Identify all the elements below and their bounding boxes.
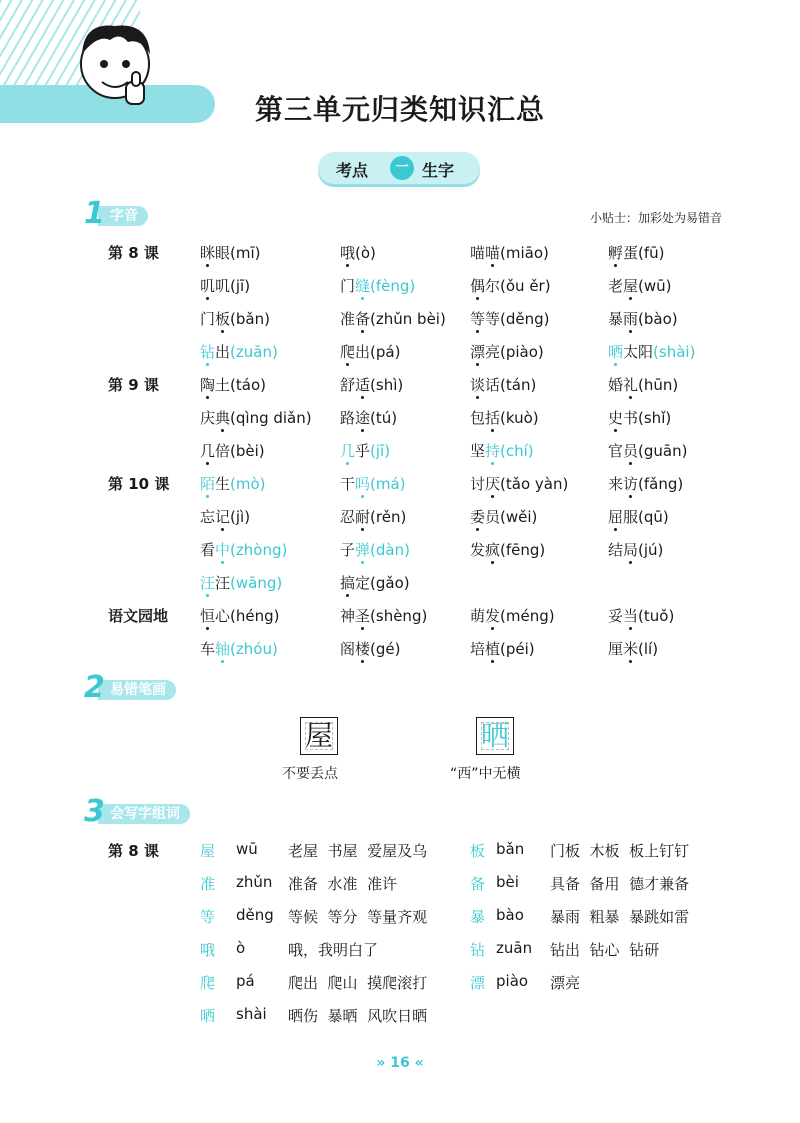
entry-dotted-char: 叽 bbox=[200, 277, 216, 295]
zi-yin-entry bbox=[340, 440, 390, 461]
entry-text: 土(táo) bbox=[215, 376, 266, 394]
entry-pinyin-highlight: (chí) bbox=[500, 442, 534, 460]
entry-text: (hūn) bbox=[638, 376, 679, 394]
entry-dotted-char: 米 bbox=[623, 640, 639, 658]
entry-dotted-char: 访 bbox=[623, 475, 639, 493]
word-phrases: 老屋 书屋 爱屋及乌 bbox=[288, 842, 428, 860]
entry-text: 干 bbox=[340, 475, 356, 493]
zi-yin-entry bbox=[200, 308, 270, 329]
entry-dotted-char: 板 bbox=[215, 310, 231, 328]
zi-yin-entry bbox=[470, 440, 534, 461]
zi-yin-entry bbox=[470, 473, 568, 494]
section-number: 1 bbox=[84, 196, 105, 231]
entry-text: 厘 bbox=[608, 640, 624, 658]
entry-dotted-char: 轴 bbox=[215, 640, 231, 658]
zi-yin-entry bbox=[608, 638, 658, 659]
entry-text: 车 bbox=[200, 640, 216, 658]
entry-text: 忘 bbox=[200, 508, 216, 526]
entry-text: 婚 bbox=[608, 376, 624, 394]
entry-pinyin-highlight: (má) bbox=[370, 475, 406, 493]
entry-dotted-char: 屈 bbox=[608, 508, 624, 526]
entry-text: 忍 bbox=[340, 508, 356, 526]
zi-yin-entry bbox=[200, 275, 250, 296]
entry-pinyin-highlight: (wāng) bbox=[230, 574, 283, 592]
word-char: 暴 bbox=[470, 908, 486, 926]
word-pinyin: shài bbox=[236, 1005, 267, 1023]
zi-yin-entry bbox=[470, 308, 550, 329]
entry-text: (fǎng) bbox=[638, 475, 684, 493]
zi-yin-entry bbox=[608, 473, 683, 494]
entry-text: 倍(bèi) bbox=[215, 442, 265, 460]
entry-text: (tǎo yàn) bbox=[500, 475, 569, 493]
entry-dotted-char: 雨 bbox=[623, 310, 639, 328]
zi-yin-entry bbox=[200, 539, 287, 560]
entry-text: 蛋(fū) bbox=[623, 244, 665, 262]
page-number bbox=[372, 1055, 428, 1077]
entry-dotted-char: 爬 bbox=[340, 343, 356, 361]
zi-yin-entry bbox=[340, 539, 410, 560]
entry-text: 书(shǐ) bbox=[623, 409, 672, 427]
entry-text: 老 bbox=[608, 277, 624, 295]
zi-yin-entry bbox=[340, 506, 406, 527]
zi-yin-entry bbox=[470, 374, 536, 395]
zi-yin-entry bbox=[470, 506, 537, 527]
zi-yin-entry bbox=[200, 473, 266, 494]
entry-dotted-char: 局 bbox=[623, 541, 639, 559]
entry-dotted-char: 中 bbox=[215, 541, 231, 559]
entry-dotted-char: 屋 bbox=[623, 277, 639, 295]
entry-dotted-char: 史 bbox=[608, 409, 624, 427]
zi-yin-entry bbox=[340, 341, 400, 362]
word-phrases: 钻出 钻心 钻研 bbox=[550, 941, 660, 959]
entry-text: 汪 bbox=[215, 574, 231, 592]
section-number: 3 bbox=[84, 794, 105, 829]
word-phrases: 准备 水准 准许 bbox=[288, 875, 398, 893]
entry-dotted-char: 植 bbox=[485, 640, 501, 658]
lesson-label: 语文园地 bbox=[108, 607, 169, 625]
section-title: 字音 bbox=[98, 206, 148, 226]
kaodian-badge bbox=[318, 152, 480, 188]
word-phrases: 等候 等分 等量齐观 bbox=[288, 908, 428, 926]
zi-yin-entry bbox=[340, 572, 410, 593]
entry-text: 生 bbox=[215, 475, 231, 493]
zi-yin-entry bbox=[200, 242, 261, 263]
entry-text: 心(héng) bbox=[215, 607, 280, 625]
zi-yin-entry bbox=[200, 341, 278, 362]
stroke-char: 晒 bbox=[480, 719, 509, 752]
section-number: 2 bbox=[84, 670, 105, 705]
zi-yin-entry bbox=[200, 638, 278, 659]
word-phrases: 漂亮 bbox=[550, 974, 581, 992]
lesson-label: 第 9 课 bbox=[108, 376, 159, 394]
entry-dotted-char: 当 bbox=[623, 607, 639, 625]
entry-text: (péi) bbox=[500, 640, 535, 658]
entry-dotted-char: 晒 bbox=[608, 343, 624, 361]
page-title: 第三单元归类知识汇总 bbox=[254, 93, 545, 126]
entry-pinyin-highlight: (shài) bbox=[653, 343, 696, 361]
entry-text: 出 bbox=[215, 343, 231, 361]
entry-text: (rěn) bbox=[370, 508, 407, 526]
entry-text: 准 bbox=[340, 310, 356, 328]
entry-text: (ò) bbox=[355, 244, 376, 262]
entry-dotted-char: 记 bbox=[215, 508, 231, 526]
entry-dotted-char: 吗 bbox=[355, 475, 371, 493]
entry-text: 等(děng) bbox=[485, 310, 550, 328]
zi-yin-entry bbox=[200, 506, 250, 527]
zi-yin-entry bbox=[608, 506, 669, 527]
entry-text: 叽(jī) bbox=[215, 277, 251, 295]
entry-text: 神 bbox=[340, 607, 356, 625]
stroke-char-box bbox=[300, 717, 338, 755]
word-pinyin: pá bbox=[236, 972, 255, 990]
entry-dotted-char: 备 bbox=[355, 310, 371, 328]
entry-dotted-char: 陶 bbox=[200, 376, 216, 394]
entry-text: (méng) bbox=[500, 607, 555, 625]
word-pinyin: zhǔn bbox=[236, 873, 273, 891]
zi-yin-entry bbox=[470, 539, 545, 560]
entry-dotted-char: 发 bbox=[485, 607, 501, 625]
entry-text: 话(tán) bbox=[485, 376, 537, 394]
zi-yin-entry bbox=[608, 242, 665, 263]
entry-dotted-char: 持 bbox=[485, 442, 501, 460]
entry-text: (tú) bbox=[370, 409, 398, 427]
entry-dotted-char: 哦 bbox=[340, 244, 356, 262]
entry-text: 包 bbox=[470, 409, 486, 427]
word-pinyin: zuān bbox=[496, 939, 533, 957]
stroke-caption: “西”中无横 bbox=[450, 766, 521, 782]
word-char: 晒 bbox=[200, 1007, 216, 1025]
lesson-label: 第 8 课 bbox=[108, 244, 159, 262]
entry-text: 阁 bbox=[340, 640, 356, 658]
zi-yin-entry bbox=[470, 605, 555, 626]
zi-yin-entry bbox=[608, 605, 674, 626]
entry-dotted-char: 厌 bbox=[485, 475, 501, 493]
entry-text: (fēng) bbox=[500, 541, 546, 559]
word-phrases: 晒伤 暴晒 风吹日晒 bbox=[288, 1007, 428, 1025]
entry-dotted-char: 适 bbox=[355, 376, 371, 394]
word-char: 板 bbox=[470, 842, 486, 860]
word-pinyin: piào bbox=[496, 972, 529, 990]
word-phrases: 爬出 爬山 摸爬滚打 bbox=[288, 974, 428, 992]
entry-text: (jú) bbox=[638, 541, 664, 559]
entry-text: (wū) bbox=[638, 277, 672, 295]
zi-yin-entry bbox=[340, 638, 401, 659]
zi-yin-entry bbox=[608, 341, 695, 362]
entry-text: (zhǔn bèi) bbox=[370, 310, 446, 328]
entry-text: 暴 bbox=[608, 310, 624, 328]
entry-dotted-char: 漂 bbox=[470, 343, 486, 361]
entry-dotted-char: 圣 bbox=[355, 607, 371, 625]
entry-text: 门 bbox=[200, 310, 216, 328]
zi-yin-entry bbox=[340, 275, 415, 296]
word-char: 备 bbox=[470, 875, 486, 893]
word-char: 准 bbox=[200, 875, 216, 893]
entry-dotted-char: 耐 bbox=[355, 508, 371, 526]
entry-text: 喵 bbox=[470, 244, 486, 262]
entry-text: 培 bbox=[470, 640, 486, 658]
entry-pinyin-highlight: (zhóu) bbox=[230, 640, 278, 658]
entry-pinyin-highlight: (jī) bbox=[370, 442, 391, 460]
entry-text: 乎 bbox=[355, 442, 371, 460]
entry-text: 亮(piào) bbox=[485, 343, 544, 361]
zi-yin-entry bbox=[340, 374, 403, 395]
entry-text: 发 bbox=[470, 541, 486, 559]
entry-text: (gé) bbox=[370, 640, 401, 658]
entry-text: (bào) bbox=[638, 310, 678, 328]
entry-dotted-char: 几 bbox=[340, 442, 356, 460]
entry-text: 门 bbox=[340, 277, 356, 295]
entry-text: (kuò) bbox=[500, 409, 539, 427]
section-title: 易错笔画 bbox=[98, 680, 176, 700]
entry-text: (miāo) bbox=[500, 244, 549, 262]
word-char: 等 bbox=[200, 908, 216, 926]
entry-text: (lí) bbox=[638, 640, 659, 658]
entry-text: 讨 bbox=[470, 475, 486, 493]
entry-dotted-char: 几 bbox=[200, 442, 216, 460]
entry-text: 定(gǎo) bbox=[355, 574, 410, 592]
section-title: 会写字组词 bbox=[98, 804, 190, 824]
kaodian-label: 考点 bbox=[336, 161, 369, 180]
zi-yin-entry bbox=[200, 572, 282, 593]
word-pinyin: bào bbox=[496, 906, 524, 924]
zi-yin-entry bbox=[200, 440, 265, 461]
zi-yin-entry bbox=[608, 308, 678, 329]
entry-dotted-char: 喵 bbox=[485, 244, 501, 262]
word-phrases: 哦，我明白了 bbox=[288, 941, 379, 959]
entry-dotted-char: 眯 bbox=[200, 244, 216, 262]
entry-pinyin-highlight: (zuān) bbox=[230, 343, 278, 361]
zi-yin-entry bbox=[470, 638, 535, 659]
zi-yin-entry bbox=[608, 440, 687, 461]
entry-text: 舒 bbox=[340, 376, 356, 394]
entry-text: 萌 bbox=[470, 607, 486, 625]
zi-yin-entry bbox=[340, 407, 397, 428]
tip-text: 小贴士：加彩处为易错音 bbox=[589, 211, 722, 225]
entry-text: (guān) bbox=[638, 442, 688, 460]
zi-yin-entry bbox=[470, 341, 544, 362]
entry-text: 服(qū) bbox=[623, 508, 669, 526]
zi-yin-entry bbox=[608, 374, 678, 395]
entry-dotted-char: 孵 bbox=[608, 244, 624, 262]
word-pinyin: bèi bbox=[496, 873, 519, 891]
entry-dotted-char: 途 bbox=[355, 409, 371, 427]
zi-yin-entry bbox=[470, 407, 539, 428]
zi-yin-entry bbox=[470, 242, 549, 263]
entry-text: 结 bbox=[608, 541, 624, 559]
entry-text: (shèng) bbox=[370, 607, 428, 625]
kaodian-number: 一 bbox=[390, 156, 414, 180]
page-arrow-left-icon: » bbox=[376, 1055, 386, 1071]
entry-text: (bǎn) bbox=[230, 310, 270, 328]
entry-dotted-char: 钻 bbox=[200, 343, 216, 361]
word-pinyin: děng bbox=[236, 906, 274, 924]
entry-text: 出(pá) bbox=[355, 343, 401, 361]
entry-dotted-char: 弹 bbox=[355, 541, 371, 559]
entry-dotted-char: 疯 bbox=[485, 541, 501, 559]
word-char: 哦 bbox=[200, 941, 216, 959]
word-char: 钻 bbox=[470, 941, 486, 959]
entry-dotted-char: 汪 bbox=[200, 574, 216, 592]
entry-pinyin-highlight: (zhòng) bbox=[230, 541, 288, 559]
entry-text: 妥 bbox=[608, 607, 624, 625]
entry-dotted-char: 搞 bbox=[340, 574, 356, 592]
entry-dotted-char: 员 bbox=[623, 442, 639, 460]
word-phrases: 门板 木板 板上钉钉 bbox=[550, 842, 690, 860]
word-pinyin: bǎn bbox=[496, 840, 525, 858]
word-char: 漂 bbox=[470, 974, 486, 992]
entry-text: 庆 bbox=[200, 409, 216, 427]
entry-text: (jì) bbox=[230, 508, 251, 526]
entry-dotted-char: 典 bbox=[215, 409, 231, 427]
entry-text: 看 bbox=[200, 541, 216, 559]
word-pinyin: ò bbox=[236, 939, 246, 957]
zi-yin-entry bbox=[608, 275, 672, 296]
page-number-text: 16 bbox=[390, 1055, 410, 1071]
entry-text: 来 bbox=[608, 475, 624, 493]
lesson-label: 第 10 课 bbox=[108, 475, 170, 493]
entry-dotted-char: 括 bbox=[485, 409, 501, 427]
entry-text: (shì) bbox=[370, 376, 404, 394]
word-phrases: 具备 备用 德才兼备 bbox=[550, 875, 690, 893]
entry-dotted-char: 委 bbox=[470, 508, 486, 526]
entry-text: 太阳 bbox=[623, 343, 654, 361]
stroke-caption: 不要丢点 bbox=[282, 766, 338, 782]
zi-yin-entry bbox=[200, 374, 266, 395]
word-pinyin: wū bbox=[236, 840, 258, 858]
word-phrases: 暴雨 粗暴 暴跳如雷 bbox=[550, 908, 690, 926]
zi-yin-entry bbox=[340, 308, 446, 329]
zi-yin-entry bbox=[608, 539, 663, 560]
entry-text: 员(wěi) bbox=[485, 508, 538, 526]
entry-dotted-char: 谈 bbox=[470, 376, 486, 394]
zi-yin-entry bbox=[200, 407, 312, 428]
word-char: 爬 bbox=[200, 974, 216, 992]
words-lesson-label: 第 8 课 bbox=[108, 842, 159, 860]
stroke-char-box bbox=[476, 717, 514, 755]
entry-dotted-char: 礼 bbox=[623, 376, 639, 394]
zi-yin-entry bbox=[200, 605, 279, 626]
entry-dotted-char: 陌 bbox=[200, 475, 216, 493]
kaodian-topic: 生字 bbox=[422, 161, 455, 180]
entry-text: 尔(ǒu ěr) bbox=[485, 277, 551, 295]
entry-text: 眼(mī) bbox=[215, 244, 261, 262]
zi-yin-entry bbox=[340, 605, 427, 626]
entry-text: (qìng diǎn) bbox=[230, 409, 312, 427]
entry-dotted-char: 偶 bbox=[470, 277, 486, 295]
entry-text: 官 bbox=[608, 442, 624, 460]
zi-yin-entry bbox=[340, 473, 406, 494]
entry-dotted-char: 楼 bbox=[355, 640, 371, 658]
zi-yin-entry bbox=[470, 275, 551, 296]
stroke-char: 屋 bbox=[304, 719, 333, 752]
entry-dotted-char: 缝 bbox=[355, 277, 371, 295]
entry-pinyin-highlight: (mò) bbox=[230, 475, 266, 493]
entry-text: 坚 bbox=[470, 442, 486, 460]
entry-text: 子 bbox=[340, 541, 356, 559]
entry-text: 路 bbox=[340, 409, 356, 427]
zi-yin-entry bbox=[608, 407, 671, 428]
entry-pinyin-highlight: (fèng) bbox=[370, 277, 416, 295]
word-char: 屋 bbox=[200, 842, 216, 860]
entry-dotted-char: 恒 bbox=[200, 607, 216, 625]
entry-dotted-char: 等 bbox=[470, 310, 486, 328]
zi-yin-entry bbox=[340, 242, 376, 263]
entry-text: (tuǒ) bbox=[638, 607, 675, 625]
entry-pinyin-highlight: (dàn) bbox=[370, 541, 410, 559]
page-arrow-right-icon: « bbox=[414, 1055, 424, 1071]
